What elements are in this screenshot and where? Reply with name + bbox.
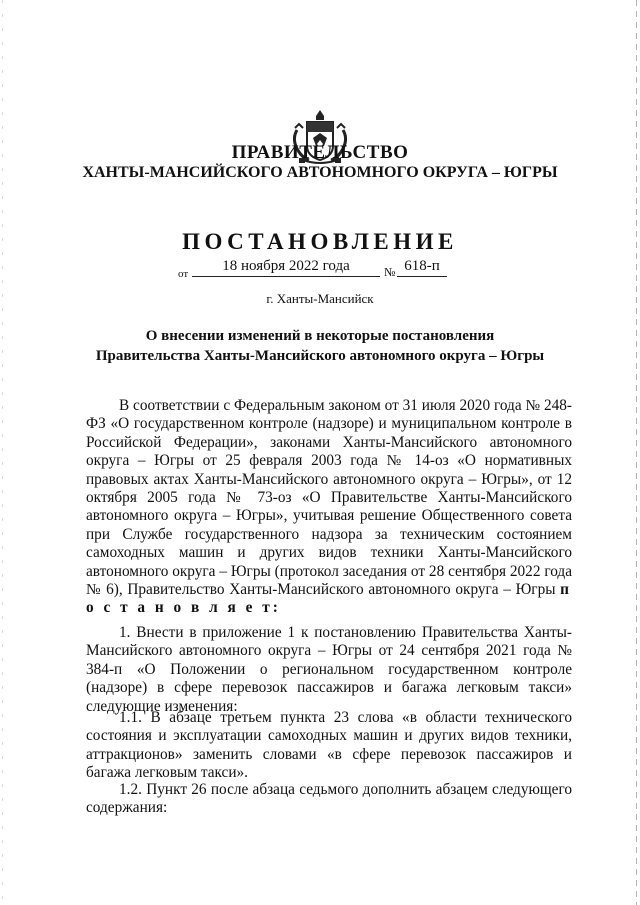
document-number: 618-п: [397, 258, 447, 277]
government-title: ПРАВИТЕЛЬСТВО: [231, 142, 409, 163]
subject-line-1: О внесении изменений в некоторые постановления: [145, 328, 495, 344]
document-date: 18 ноября 2022 года: [192, 258, 380, 277]
item-1-text: 1. Внести в приложение 1 к постановлению Правительства Ханты-Мансийского автономного округа – Югры от 24 сентября 2021 года № 384-п «О Положении о региональном государственном контроле (надзоре) в сфере перевозок пассажиров и багажа легковым такси» следующие изменения:: [86, 624, 572, 715]
document-type-heading: ПОСТАНОВЛЕНИЕ: [182, 229, 458, 254]
scan-edge-left: [2, 0, 3, 905]
item-1-2-text: 1.2. Пункт 26 после абзаца седьмого дополнить абзацем следующего содержания:: [86, 781, 572, 817]
preamble-text: В соответствии с Федеральным законом от 31 июля 2020 года № 248-ФЗ «О государственном контроле (надзоре) и муниципальном контроле в Российской Федерации», законами Ханты-Мансийского автономного округа – Югры от 25 февраля 2003 года № 14-оз «О нормативных правовых актах Ханты-Мансийского автономного округа – Югры», от 12 октября 2005 года № 73-оз «О Правительстве Ханты-Мансийского автономного округа – Югры», учитывая решение Общественного совета при Службе государственного надзора за техническим состоянием самоходных машин и других видов техники Ханты-Мансийского автономного округа – Югры (протокол заседания от 28 сентября 2022 года № 6), Правительство Ханты-Мансийского автономного округа – Югры: [86, 397, 572, 599]
document-city: г. Ханты-Мансийск: [266, 291, 374, 306]
item-1-2-paragraph: [86, 781, 572, 818]
item-1-1-text: 1.1. В абзаце третьем пункта 23 слова «в области технического состояния и эксплуатации самоходных машин и других видов техники, аттракционов» заменить словами «в сфере перевозок пассажиров и багажа легковым такси».: [86, 709, 572, 782]
item-1-paragraph: [86, 624, 572, 716]
number-prefix-label: №: [384, 265, 396, 279]
document-subject: [90, 326, 550, 366]
preamble-paragraph: [86, 397, 572, 618]
region-title: ХАНТЫ-МАНСИЙСКОГО АВТОНОМНОГО ОКРУГА – ЮГРЫ: [82, 164, 558, 181]
scan-edge-right: [636, 0, 637, 905]
resolves-word: п о с т а н о в л я е т:: [86, 581, 572, 617]
date-prefix-label: от: [178, 268, 189, 280]
item-1-1-paragraph: [86, 709, 572, 783]
subject-line-2: Правительства Ханты-Мансийского автономного округа – Югры: [95, 348, 545, 364]
